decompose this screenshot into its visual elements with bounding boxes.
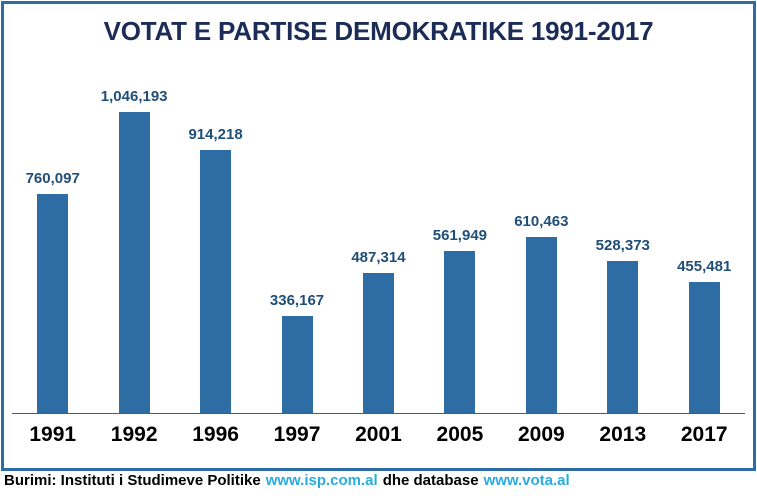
source-footer <box>4 472 570 489</box>
x-tick-1992: 1992 <box>110 423 158 446</box>
bar-2017 <box>689 282 720 413</box>
bar-2001 <box>363 273 394 413</box>
bar-1997 <box>282 316 313 413</box>
x-tick-1991: 1991 <box>29 423 77 446</box>
bar-group-1991 <box>12 60 93 413</box>
bar-2009 <box>526 237 557 413</box>
value-label-2005: 561,949 <box>432 227 488 244</box>
vota-link[interactable]: www.vota.al <box>483 472 570 489</box>
bar-1992 <box>119 112 150 413</box>
x-tick-2017: 2017 <box>680 423 728 446</box>
chart-title: VOTAT E PARTISE DEMOKRATIKE 1991-2017 <box>103 16 654 46</box>
bar-group-2005 <box>419 60 500 413</box>
value-label-2001: 487,314 <box>351 249 406 266</box>
x-tick-2013: 2013 <box>599 423 647 446</box>
bar-group-2017 <box>664 60 745 413</box>
footer-middle-text: dhe database <box>382 472 479 489</box>
x-tick-2009: 2009 <box>517 423 565 446</box>
value-label-2017: 455,481 <box>677 258 732 275</box>
value-label-1992: 1,046,193 <box>100 88 168 105</box>
bar-group-2009 <box>501 60 582 413</box>
plot-area <box>12 60 745 414</box>
x-axis-labels <box>12 423 745 447</box>
value-label-1996: 914,218 <box>188 126 243 143</box>
bar-group-1997 <box>256 60 337 413</box>
bar-2005 <box>444 251 475 413</box>
x-tick-2005: 2005 <box>436 423 484 446</box>
bar-2013 <box>607 261 638 413</box>
chart-frame <box>1 1 756 471</box>
x-tick-2001: 2001 <box>355 423 402 446</box>
bar-group-2013 <box>582 60 663 413</box>
bar-group-1996 <box>175 60 256 413</box>
bar-1996 <box>200 150 231 413</box>
bar-group-1992 <box>93 60 174 413</box>
value-label-1991: 760,097 <box>25 170 80 187</box>
source-text: Burimi: Instituti i Studimeve Politike <box>4 472 261 489</box>
x-tick-1996: 1996 <box>192 423 239 446</box>
bar-1991 <box>37 194 68 413</box>
x-tick-1997: 1997 <box>273 423 321 446</box>
isp-link[interactable]: www.isp.com.al <box>265 472 378 489</box>
value-label-2009: 610,463 <box>514 213 569 230</box>
bar-group-2001 <box>338 60 419 413</box>
value-label-2013: 528,373 <box>595 237 650 254</box>
value-label-1997: 336,167 <box>269 292 325 309</box>
